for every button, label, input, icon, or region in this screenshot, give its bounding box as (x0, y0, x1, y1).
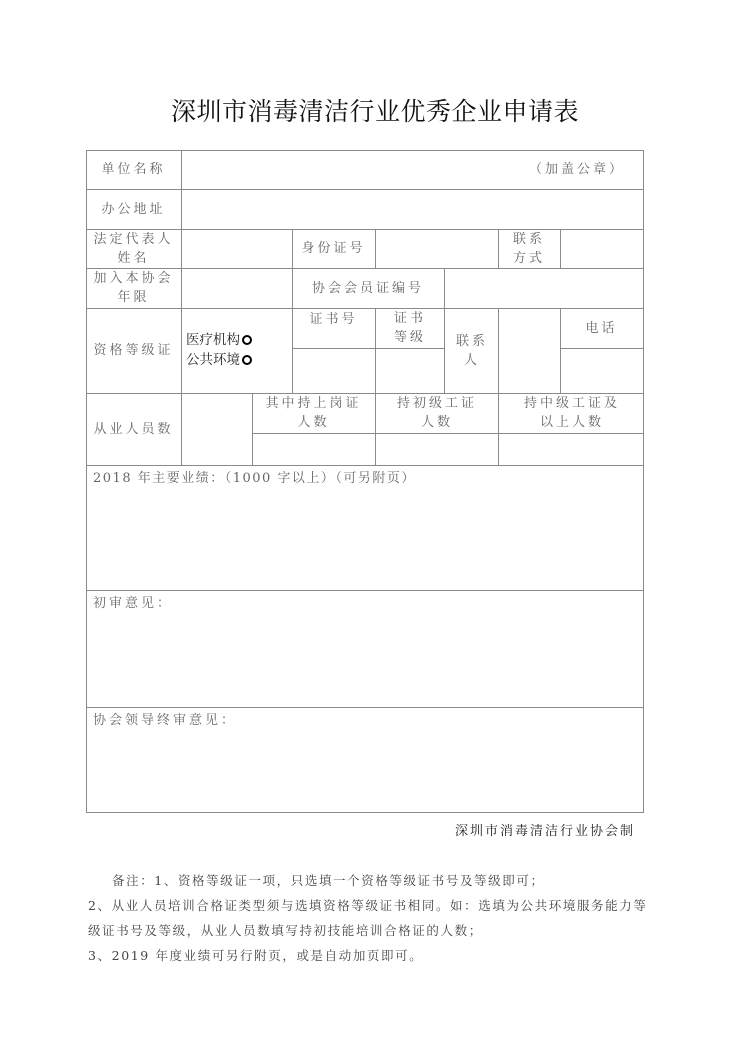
final-review-field[interactable] (87, 730, 643, 812)
contact-method-label: 联系 方式 (512, 231, 545, 266)
divider (643, 150, 644, 813)
initial-review-label: 初审意见： (93, 596, 174, 611)
cert-level-field[interactable] (376, 349, 444, 393)
intermediate-cert-label: 持中级工证及 以上人数 (523, 396, 620, 430)
id-number-field[interactable] (376, 230, 498, 268)
unit-name-field[interactable] (182, 151, 522, 189)
join-years-field[interactable] (182, 269, 292, 308)
junior-cert-label: 持初级工证 人数 (396, 396, 477, 430)
intermediate-cert-field[interactable] (499, 434, 643, 465)
note-2: 2、从业人员培训合格证类型须与选填资格等级证书相同。如：选填为公共环境服务能力等级证书号及等级，从业人员数填写持初技能培训合格证的人数； (88, 898, 648, 938)
contact-person-field[interactable] (499, 309, 560, 393)
option-public-label: 公共环境 (186, 352, 240, 368)
office-address-field[interactable] (182, 190, 643, 229)
option-medical[interactable] (186, 330, 252, 350)
radio-circle-icon[interactable] (242, 355, 252, 365)
note-1: 备注：1、资格等级证一项，只选填一个资格等级证书号及等级即可； (112, 873, 545, 888)
staff-count-field[interactable] (182, 394, 252, 465)
page-title: 深圳市消毒清洁行业优秀企业申请表 (170, 97, 579, 126)
onduty-cert-label: 其中持上岗证 人数 (265, 396, 362, 430)
onduty-cert-field[interactable] (253, 434, 375, 465)
seal-note: （加盖公章） (528, 162, 625, 177)
option-public-environment[interactable] (186, 350, 252, 370)
divider (444, 308, 445, 393)
qualification-options (186, 330, 252, 370)
join-years-label: 加入本协会 年限 (93, 271, 174, 305)
option-medical-label: 医疗机构 (186, 332, 240, 348)
notes (88, 868, 652, 968)
member-cert-field[interactable] (445, 269, 643, 308)
achievements-label: 2018 年主要业绩：（1000 字以上）（可另附页） (93, 471, 416, 486)
qualification-label: 资格等级证 (93, 343, 174, 358)
unit-name-label: 单位名称 (101, 162, 166, 177)
legal-rep-label: 法定代表人 姓名 (93, 231, 174, 266)
junior-cert-field[interactable] (376, 434, 498, 465)
phone-label: 电话 (585, 320, 618, 336)
staff-count-label: 从业人员数 (93, 421, 174, 437)
cert-number-label: 证书号 (309, 312, 358, 327)
phone-field[interactable] (561, 349, 643, 393)
cert-level-label: 证书 等级 (393, 311, 426, 345)
issuer-text: 深圳市消毒清洁行业协会制 (455, 824, 636, 839)
note-3: 3、2019 年度业绩可另行附页，或是自动加页即可。 (88, 948, 424, 963)
legal-rep-field[interactable] (182, 230, 292, 268)
member-cert-label: 协会会员证编号 (311, 280, 424, 296)
final-review-label: 协会领导终审意见： (93, 713, 238, 728)
contact-person-label: 联系 人 (455, 333, 488, 368)
contact-method-field[interactable] (561, 230, 643, 268)
achievements-field[interactable] (87, 488, 643, 590)
initial-review-field[interactable] (87, 613, 643, 707)
divider (498, 229, 499, 268)
cert-number-field[interactable] (293, 349, 375, 393)
office-address-label: 办公地址 (101, 201, 166, 217)
radio-circle-icon[interactable] (242, 335, 252, 345)
id-number-label: 身份证号 (301, 241, 366, 256)
divider (86, 812, 644, 813)
